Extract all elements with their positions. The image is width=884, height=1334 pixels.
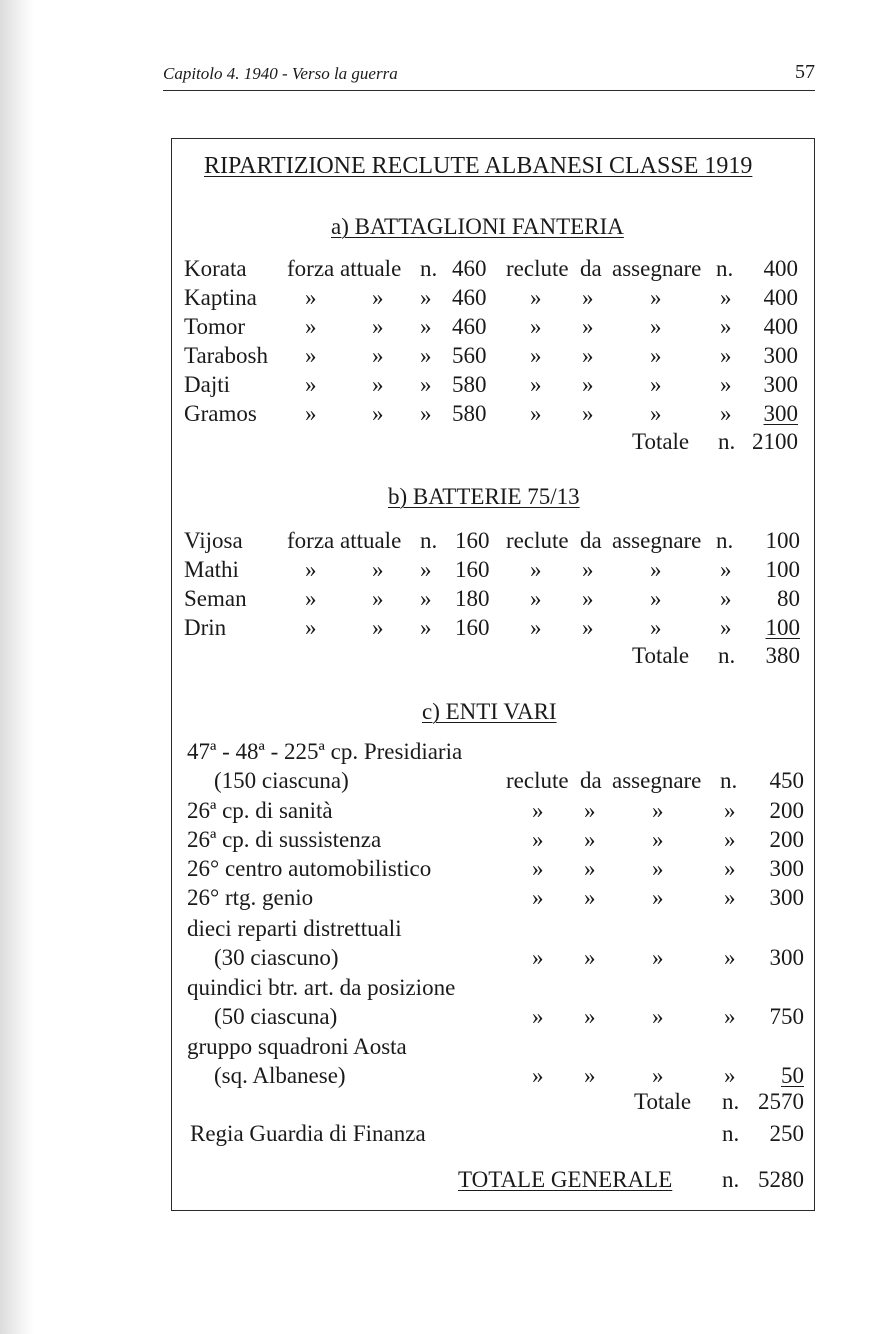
ditto-mark: » [584, 1004, 596, 1029]
ditto-mark: » [582, 557, 594, 582]
ditto-mark: » [582, 372, 594, 397]
guardia-n: n. [722, 1121, 740, 1146]
ditto-mark: » [530, 615, 542, 640]
unit-name: Kaptina [184, 285, 257, 310]
ditto-mark: » [584, 885, 596, 910]
reclute-value: 80 [777, 586, 800, 611]
reclute-value: 300 [763, 343, 798, 368]
ditto-mark: » [652, 1004, 664, 1029]
reclute-value: 100 [765, 615, 800, 640]
forza-value: 560 [452, 343, 487, 368]
forza-value: 580 [452, 401, 487, 426]
col-forza-attuale: forza attuale [287, 256, 402, 281]
ditto-mark: » [420, 314, 432, 339]
ditto-mark: » [652, 827, 664, 852]
col-reclute: reclute [506, 256, 569, 281]
ditto-mark: » [532, 945, 544, 970]
grand-total-label: TOTALE GENERALE [458, 1167, 673, 1192]
ditto-mark: » [532, 827, 544, 852]
unit-name: Gramos [184, 401, 257, 426]
ente-name: 47ª - 48ª - 225ª cp. Presidiaria [187, 739, 463, 764]
reclute-value: 300 [763, 401, 798, 426]
reclute-value: 100 [765, 557, 800, 582]
ente-name: quindici btr. art. da posizione [187, 975, 456, 1000]
ente-name: 26ª cp. di sanità [187, 798, 333, 823]
ditto-mark: » [582, 285, 594, 310]
ente-detail: (150 ciascuna) [214, 768, 349, 793]
col-reclute: reclute [506, 528, 569, 553]
ditto-mark: » [420, 285, 432, 310]
ditto-mark: » [724, 798, 736, 823]
ditto-mark: » [650, 372, 662, 397]
ditto-mark: » [530, 557, 542, 582]
unit-name: Tomor [184, 314, 245, 339]
ditto-mark: » [532, 798, 544, 823]
ditto-mark: » [650, 586, 662, 611]
col-forza-attuale: forza attuale [287, 528, 402, 553]
ditto-mark: » [530, 372, 542, 397]
ditto-mark: » [532, 885, 544, 910]
col-n: n. [716, 528, 734, 553]
ditto-mark: » [584, 856, 596, 881]
grand-total-value: 5280 [758, 1167, 804, 1192]
ditto-mark: » [372, 285, 384, 310]
section-c-heading: c) ENTI VARI [422, 699, 557, 724]
guardia-value: 250 [769, 1121, 804, 1146]
ditto-mark: » [372, 343, 384, 368]
ditto-mark: » [305, 285, 317, 310]
ente-value: 300 [769, 885, 804, 910]
unit-name: Tarabosh [184, 343, 268, 368]
ditto-mark: » [530, 285, 542, 310]
ditto-mark: » [582, 401, 594, 426]
unit-name: Dajti [184, 372, 230, 397]
ente-value: 450 [769, 768, 804, 793]
ditto-mark: » [372, 314, 384, 339]
ente-value: 200 [769, 827, 804, 852]
unit-name: Korata [184, 256, 247, 281]
running-header [163, 61, 815, 91]
col-da: da [580, 256, 602, 281]
ditto-mark: » [420, 557, 432, 582]
ente-detail: (sq. Albanese) [214, 1063, 346, 1088]
section-b-total-label: Totale [632, 643, 690, 668]
col-da: da [580, 528, 602, 553]
ditto-mark: » [305, 343, 317, 368]
ditto-mark: » [305, 615, 317, 640]
ditto-mark: » [420, 343, 432, 368]
ditto-mark: » [372, 557, 384, 582]
section-c-total-value: 2570 [758, 1089, 804, 1114]
ente-name: 26ª cp. di sussistenza [187, 827, 382, 852]
ditto-mark: » [650, 401, 662, 426]
ditto-mark: » [420, 615, 432, 640]
unit-name: Mathi [184, 557, 239, 582]
guardia-label: Regia Guardia di Finanza [190, 1121, 426, 1146]
ditto-mark: » [652, 798, 664, 823]
ditto-mark: » [724, 945, 736, 970]
ditto-mark: » [305, 314, 317, 339]
col-n: n. [420, 256, 438, 281]
forza-value: 160 [455, 615, 490, 640]
ditto-mark: » [584, 827, 596, 852]
ditto-mark: » [530, 401, 542, 426]
section-a-heading: a) BATTAGLIONI FANTERIA [331, 214, 624, 239]
ditto-mark: » [724, 885, 736, 910]
col-n: n. [720, 768, 738, 793]
ditto-mark: » [720, 615, 732, 640]
forza-value: 460 [452, 285, 487, 310]
forza-value: 160 [455, 528, 490, 553]
unit-name: Drin [184, 615, 227, 640]
ditto-mark: » [532, 856, 544, 881]
section-c-total-n: n. [722, 1089, 740, 1114]
ditto-mark: » [420, 372, 432, 397]
ditto-mark: » [582, 615, 594, 640]
ente-value: 300 [769, 856, 804, 881]
forza-value: 460 [452, 314, 487, 339]
ditto-mark: » [582, 586, 594, 611]
section-a-total-label: Totale [632, 429, 690, 454]
unit-name: Vijosa [184, 528, 243, 553]
ente-name: dieci reparti distrettuali [187, 916, 402, 941]
ditto-mark: » [582, 343, 594, 368]
col-n: n. [716, 256, 734, 281]
col-assegnare: assegnare [612, 768, 702, 793]
page-number: 57 [795, 61, 815, 83]
ditto-mark: » [724, 827, 736, 852]
unit-name: Seman [184, 586, 247, 611]
ditto-mark: » [652, 885, 664, 910]
ditto-mark: » [305, 372, 317, 397]
ditto-mark: » [305, 586, 317, 611]
section-a-total-n: n. [718, 429, 736, 454]
ditto-mark: » [532, 1063, 544, 1088]
ditto-mark: » [584, 798, 596, 823]
ente-value: 200 [769, 798, 804, 823]
col-assegnare: assegnare [612, 528, 702, 553]
ditto-mark: » [650, 314, 662, 339]
col-reclute: reclute [506, 768, 569, 793]
ditto-mark: » [532, 1004, 544, 1029]
reclute-value: 300 [763, 372, 798, 397]
ente-name: 26° rtg. genio [187, 885, 314, 910]
table-title: RIPARTIZIONE RECLUTE ALBANESI CLASSE 1919 [204, 153, 753, 179]
ditto-mark: » [720, 343, 732, 368]
section-b-total-n: n. [718, 643, 736, 668]
ditto-mark: » [305, 401, 317, 426]
ditto-mark: » [724, 1063, 736, 1088]
ente-detail: (30 ciascuno) [214, 945, 339, 970]
ditto-mark: » [724, 1004, 736, 1029]
ditto-mark: » [720, 586, 732, 611]
ditto-mark: » [530, 343, 542, 368]
ditto-mark: » [530, 586, 542, 611]
ditto-mark: » [372, 401, 384, 426]
ditto-mark: » [584, 1063, 596, 1088]
ditto-mark: » [724, 856, 736, 881]
reclute-value: 400 [763, 285, 798, 310]
ditto-mark: » [650, 285, 662, 310]
ditto-mark: » [652, 856, 664, 881]
ditto-mark: » [720, 401, 732, 426]
col-n: n. [420, 528, 438, 553]
ditto-mark: » [652, 1063, 664, 1088]
ditto-mark: » [372, 586, 384, 611]
ditto-mark: » [305, 557, 317, 582]
ditto-mark: » [720, 285, 732, 310]
ditto-mark: » [650, 557, 662, 582]
forza-value: 160 [455, 557, 490, 582]
section-b-total-value: 380 [765, 643, 800, 668]
ente-value: 300 [769, 945, 804, 970]
reclute-value: 100 [765, 528, 800, 553]
ditto-mark: » [372, 615, 384, 640]
col-da: da [580, 768, 602, 793]
forza-value: 460 [452, 256, 487, 281]
section-c-total-label: Totale [634, 1089, 692, 1114]
ditto-mark: » [372, 372, 384, 397]
ente-value: 750 [769, 1004, 804, 1029]
ditto-mark: » [720, 557, 732, 582]
ente-name: gruppo squadroni Aosta [187, 1034, 407, 1059]
reclute-value: 400 [763, 256, 798, 281]
page-gutter-shadow [0, 0, 34, 1334]
forza-value: 180 [455, 586, 490, 611]
ditto-mark: » [420, 401, 432, 426]
ditto-mark: » [650, 615, 662, 640]
ditto-mark: » [720, 314, 732, 339]
ditto-mark: » [650, 343, 662, 368]
ditto-mark: » [584, 945, 596, 970]
ente-value: 50 [781, 1063, 804, 1088]
ente-name: 26° centro automobilistico [187, 856, 432, 881]
ditto-mark: » [530, 314, 542, 339]
forza-value: 580 [452, 372, 487, 397]
chapter-title: Capitolo 4. 1940 - Verso la guerra [163, 64, 398, 83]
ditto-mark: » [720, 372, 732, 397]
reclute-value: 400 [763, 314, 798, 339]
grand-total-n: n. [722, 1167, 740, 1192]
ditto-mark: » [652, 945, 664, 970]
section-b-heading: b) BATTERIE 75/13 [388, 484, 580, 509]
section-a-total-value: 2100 [752, 429, 798, 454]
ente-detail: (50 ciascuna) [214, 1004, 338, 1029]
ditto-mark: » [420, 586, 432, 611]
col-assegnare: assegnare [612, 256, 702, 281]
ditto-mark: » [582, 314, 594, 339]
